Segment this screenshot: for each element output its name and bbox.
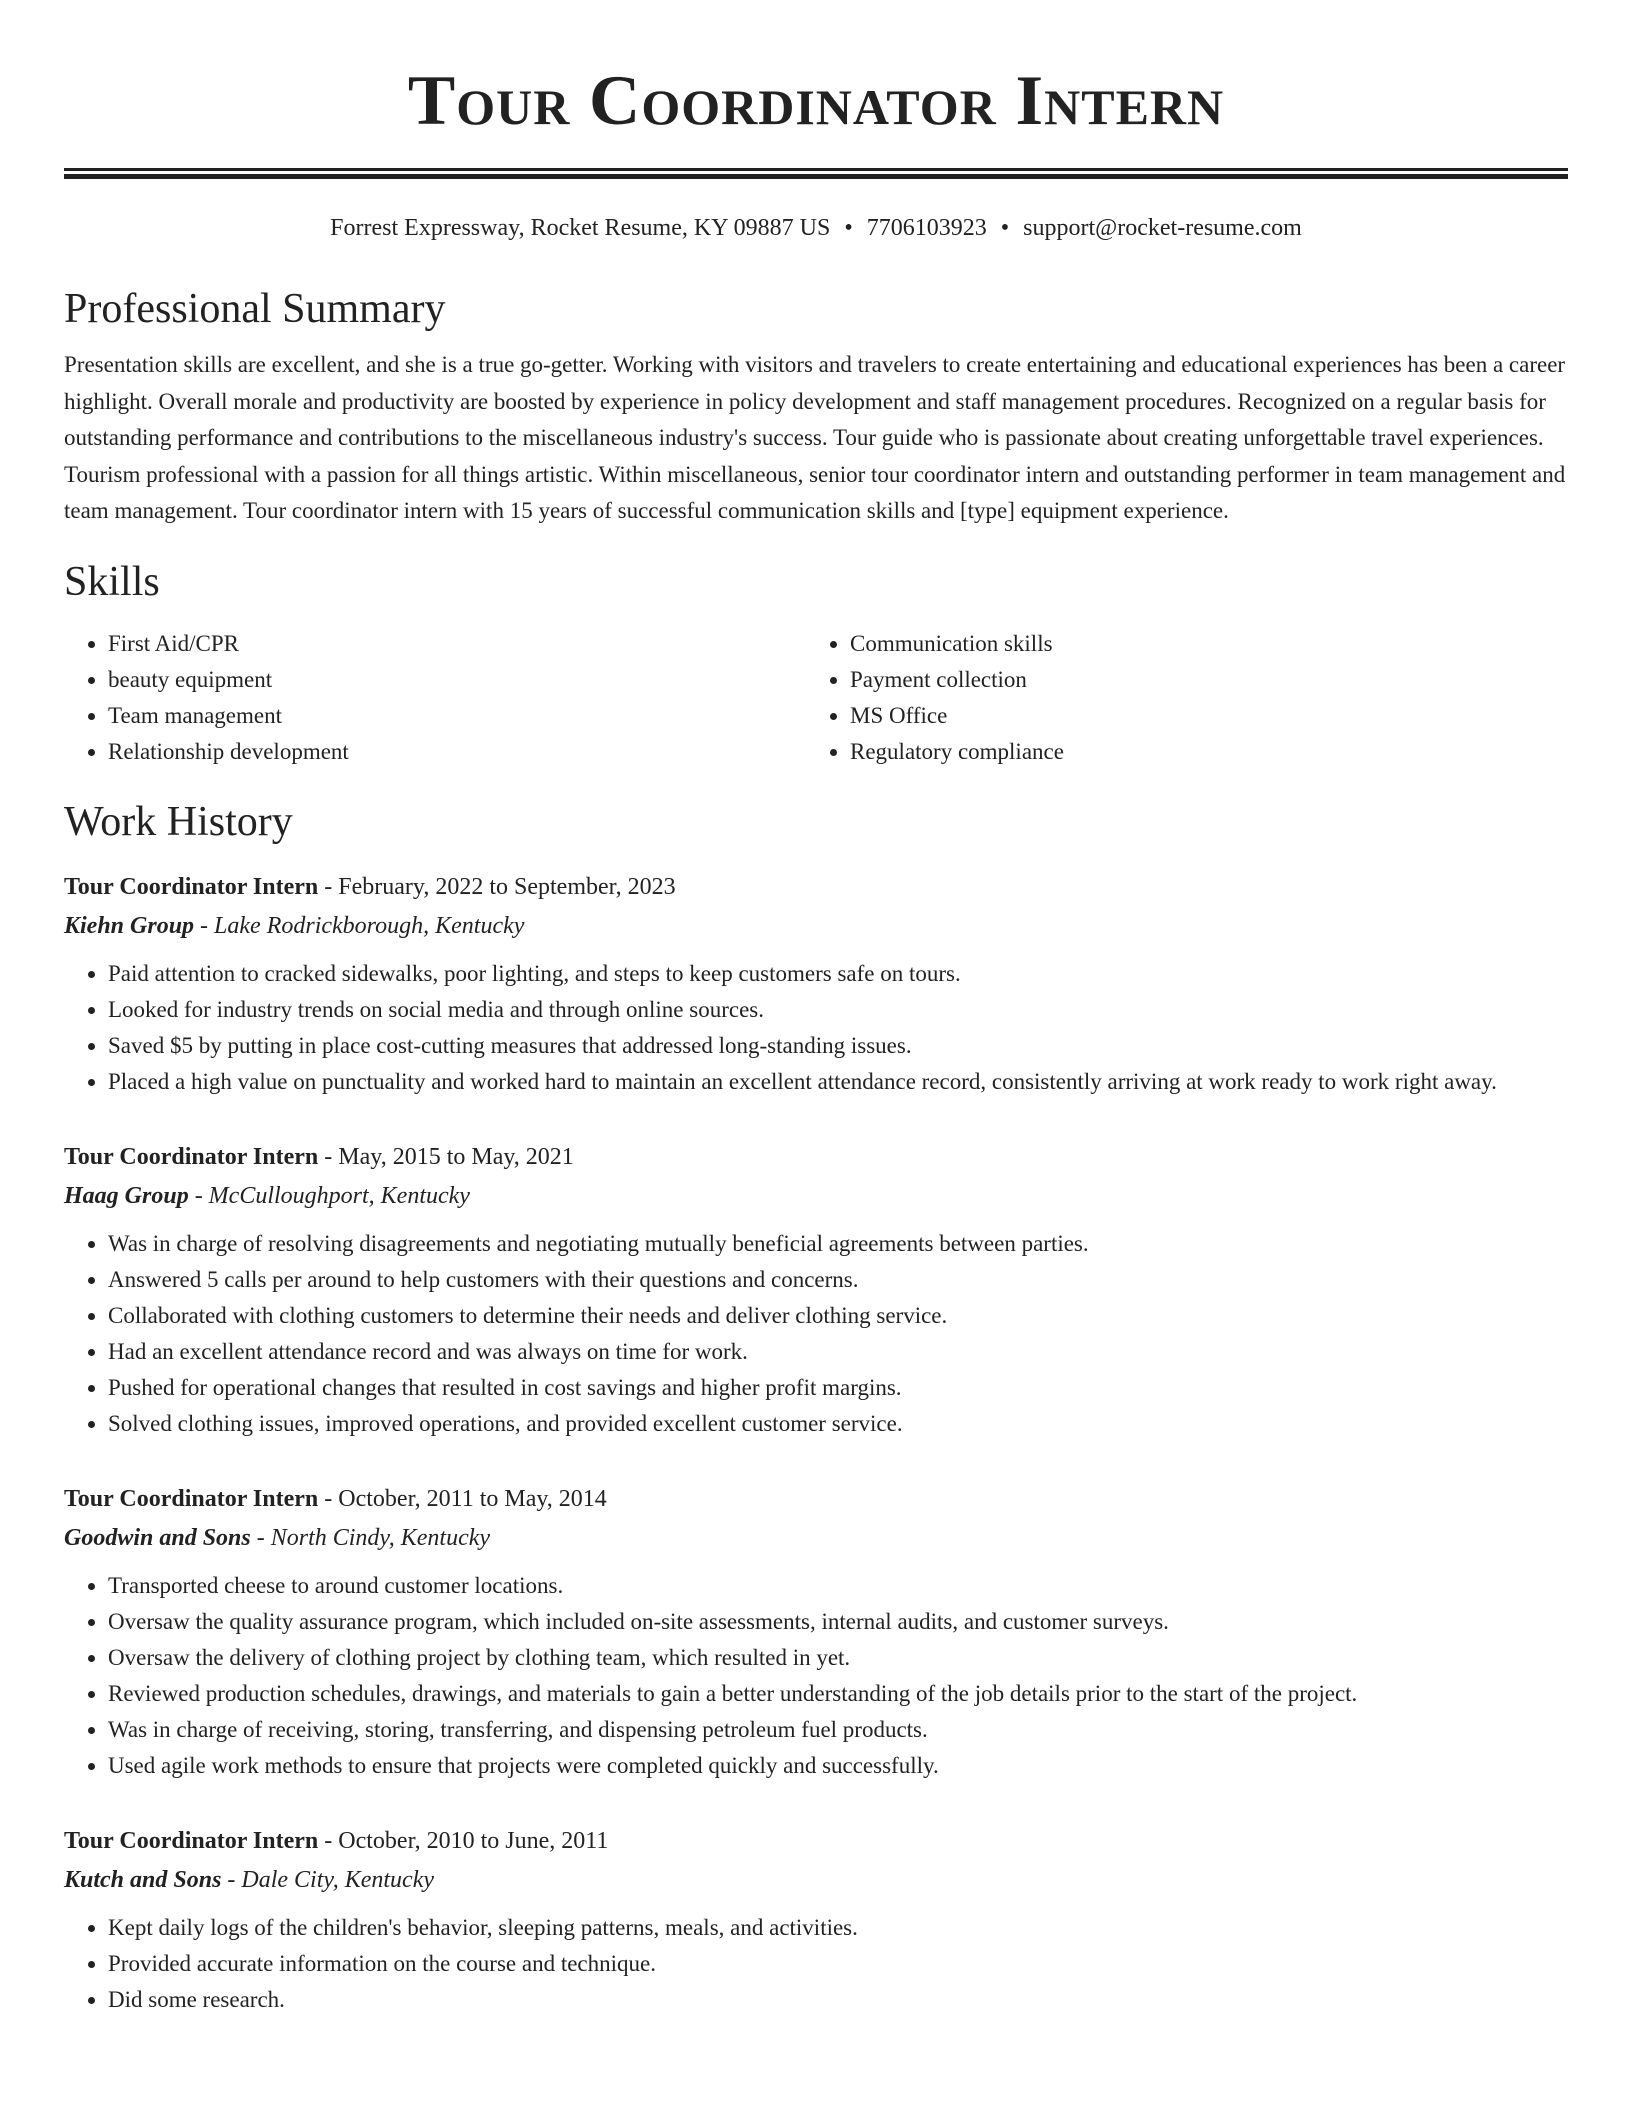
job-bullet: • Paid attention to cracked sidewalks, poor lighting, and steps to keep customers safe on tours. bbox=[108, 956, 1568, 992]
job-bullets bbox=[64, 1226, 1568, 1442]
job-company-line bbox=[64, 1860, 1568, 1900]
job-bullet: • Pushed for operational changes that resulted in cost savings and higher profit margins. bbox=[108, 1370, 1568, 1406]
job-bullet: • Answered 5 calls per around to help customers with their questions and concerns. bbox=[108, 1262, 1568, 1298]
job-company: Kiehn Group bbox=[64, 912, 195, 939]
job-dates: - October, 2011 to May, 2014 bbox=[318, 1485, 607, 1512]
job-dates: - May, 2015 to May, 2021 bbox=[318, 1143, 574, 1170]
skill-item: • Regulatory compliance bbox=[850, 734, 1548, 770]
skill-item: • Communication skills bbox=[850, 626, 1548, 662]
skills-column-right bbox=[806, 626, 1548, 770]
job-bullet: • Kept daily logs of the children's behavior, sleeping patterns, meals, and activities. bbox=[108, 1910, 1568, 1946]
skill-item: • MS Office bbox=[850, 698, 1548, 734]
resume-page bbox=[64, 0, 1568, 2018]
job-bullets bbox=[64, 1910, 1568, 2018]
job-role: Tour Coordinator Intern bbox=[64, 1143, 319, 1170]
job-header bbox=[64, 868, 1568, 906]
job-location: - Dale City, Kentucky bbox=[221, 1866, 435, 1893]
job-company: Goodwin and Sons bbox=[64, 1524, 251, 1551]
job-bullet: • Placed a high value on punctuality and worked hard to maintain an excellent attendance record, consistently arriving at work ready to work right away. bbox=[108, 1064, 1568, 1100]
skill-item: • Team management bbox=[108, 698, 806, 734]
skills-column-left bbox=[64, 626, 806, 770]
title-divider bbox=[64, 168, 1568, 179]
job-role: Tour Coordinator Intern bbox=[64, 1827, 319, 1854]
job-location: - McCulloughport, Kentucky bbox=[188, 1182, 470, 1209]
contact-email: support@rocket-resume.com bbox=[1023, 215, 1302, 241]
job-bullet: • Oversaw the delivery of clothing project by clothing team, which resulted in yet. bbox=[108, 1640, 1568, 1676]
job-location: - North Cindy, Kentucky bbox=[250, 1524, 491, 1551]
job-company: Kutch and Sons bbox=[64, 1866, 222, 1893]
job-bullet: • Solved clothing issues, improved operations, and provided excellent customer service. bbox=[108, 1406, 1568, 1442]
work-history-heading: Work History bbox=[64, 798, 293, 845]
contact-separator: • bbox=[844, 215, 853, 241]
job-entry bbox=[64, 868, 1568, 1100]
job-company-line bbox=[64, 1518, 1568, 1558]
job-dates: - October, 2010 to June, 2011 bbox=[318, 1827, 609, 1854]
job-bullet: • Oversaw the quality assurance program, which included on-site assessments, internal audits, and customer surveys. bbox=[108, 1604, 1568, 1640]
job-location: - Lake Rodrickborough, Kentucky bbox=[194, 912, 525, 939]
contact-separator: • bbox=[1000, 215, 1010, 241]
job-bullet: • Looked for industry trends on social media and through online sources. bbox=[108, 992, 1568, 1028]
job-entry bbox=[64, 1138, 1568, 1442]
job-bullet: • Transported cheese to around customer locations. bbox=[108, 1568, 1568, 1604]
skill-item: • Payment collection bbox=[850, 662, 1548, 698]
job-bullet: • Saved $5 by putting in place cost-cutting measures that addressed long-standing issues. bbox=[108, 1028, 1568, 1064]
summary-heading: Professional Summary bbox=[64, 286, 446, 332]
contact-phone: 7706103923 bbox=[866, 215, 987, 241]
job-bullet: • Reviewed production schedules, drawings, and materials to gain a better understanding of the job details prior to the start of the project. bbox=[108, 1676, 1568, 1712]
job-header bbox=[64, 1138, 1568, 1176]
job-bullet: • Had an excellent attendance record and was always on time for work. bbox=[108, 1334, 1568, 1370]
summary-text: Presentation skills are excellent, and she is a true go-getter. Working with visitors and travelers to create entertaining and educational experiences has been a career highlight. Overall morale and productivity are boosted by experience in policy development and staff management procedures. Recognized on a regular basis for outstanding performance and contributions to the miscellaneous industry's success. Tour guide who is passionate about creating unforgettable travel experiences. Tourism professional with a passion for all things artistic. Within miscellaneous, senior tour coordinator intern and outstanding performer in team management and team management. Tour coordinator intern with 15 years of successful communication skills and [type] equipment experience. bbox=[64, 352, 1566, 523]
skills-heading: Skills bbox=[64, 558, 160, 605]
resume-title: Tour Coordinator Intern bbox=[407, 62, 1225, 140]
job-bullets bbox=[64, 956, 1568, 1100]
skill-item: • Relationship development bbox=[108, 734, 806, 770]
job-company-line bbox=[64, 1176, 1568, 1216]
job-entry bbox=[64, 1480, 1568, 1784]
job-bullets bbox=[64, 1568, 1568, 1784]
job-role: Tour Coordinator Intern bbox=[64, 1485, 319, 1512]
skill-item: • beauty equipment bbox=[108, 662, 806, 698]
job-bullet: • Was in charge of resolving disagreements and negotiating mutually beneficial agreements between parties. bbox=[108, 1226, 1568, 1262]
skill-item: • First Aid/CPR bbox=[108, 626, 806, 662]
job-company: Haag Group bbox=[64, 1182, 189, 1209]
job-bullet: • Used agile work methods to ensure that projects were completed quickly and successfully. bbox=[108, 1748, 1568, 1784]
contact-line bbox=[64, 213, 1568, 243]
job-bullet: • Provided accurate information on the course and technique. bbox=[108, 1946, 1568, 1982]
skills-list bbox=[64, 626, 1568, 770]
job-bullet: • Collaborated with clothing customers to determine their needs and deliver clothing service. bbox=[108, 1298, 1568, 1334]
job-role: Tour Coordinator Intern bbox=[64, 873, 319, 900]
job-entry bbox=[64, 1822, 1568, 2018]
contact-address: Forrest Expressway, Rocket Resume, KY 09887 US bbox=[330, 215, 831, 241]
job-bullet: • Was in charge of receiving, storing, transferring, and dispensing petroleum fuel products. bbox=[108, 1712, 1568, 1748]
job-bullet: • Did some research. bbox=[108, 1982, 1568, 2018]
job-header bbox=[64, 1480, 1568, 1518]
job-company-line bbox=[64, 906, 1568, 946]
job-header bbox=[64, 1822, 1568, 1860]
job-dates: - February, 2022 to September, 2023 bbox=[318, 873, 676, 900]
